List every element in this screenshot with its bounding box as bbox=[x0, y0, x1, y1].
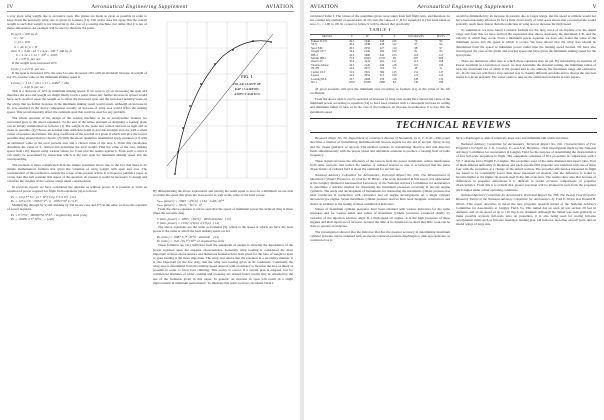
table-cell: 118 bbox=[392, 76, 397, 81]
paragraph: These signals increase the efficiency of the beacon from the power standpoint, reduce interference from other beacons, and reduce the number of radiated sources to one. It is believed that the pulse characteristic of radiated field is about the optimum for aircraft use. bbox=[310, 158, 450, 171]
table-cell: Vought VE-7 bbox=[311, 49, 327, 54]
review-entry bbox=[310, 173, 450, 206]
review-entry bbox=[456, 193, 596, 226]
table-cell: 3680 bbox=[364, 52, 371, 57]
table-cell: 94 bbox=[439, 42, 443, 47]
section-rule bbox=[310, 118, 597, 119]
table-cell: 48 bbox=[414, 66, 418, 71]
table-cell: NC-1 bbox=[311, 79, 318, 84]
table-cell: 30.0 bbox=[349, 59, 355, 64]
equation-block: k (sec.) = 2.27 ft. per sec. bbox=[11, 66, 46, 71]
reviews-column-1 bbox=[310, 136, 450, 243]
table-cell: 99 bbox=[392, 56, 396, 61]
paragraph: This is a decrease of 12% in minimum sinking speed. If we were to go on increasing the span and therefore the area and weight we might finally reach a point where any further increase in spread would have such an effect upon the weight as to offset the increased span and the increased bending loads on the wings that no further decrease in the minimum sinking speed would result. Although an increase in D₀ was assumed in the above comparison actually an increase of wing area would affect the sinking speed. This would naturally affect the optimum span that could be used for any problem. bbox=[7, 89, 147, 114]
table-cell: 2100 bbox=[364, 49, 371, 54]
table-cell: 29.5 bbox=[349, 39, 355, 44]
paragraph: These formulas are very sufficient from the standpoint of design as showing the dependence of the power required upon the airplane characteristics. Generally wing loading is considered the most important of these characteristics and numerous formulas have been given for the ratio of weight to span or span loading is the more important. The wing area enters into the equation in a secondary manner. It is also important for the low drag, that the wing area loading gives us all conditions. Commonly the wing area is determined from the landing speed desired, with a tendency to increase the area as much as possible in order to favor best climbing. This policy is correct if a certain plan is adopted, but for commercial airplanes of wider cruising and economy are desired better results may be obtained by the use of the formulas given in this paper. In general, an increase in span will result in a slight improvement in minimum performance. To illustrate this point we have calculated Table I. bbox=[153, 243, 293, 285]
table-cell: 31.9 bbox=[349, 69, 355, 74]
right-page-column-1 bbox=[310, 14, 450, 115]
left-page-column-1 bbox=[7, 14, 147, 286]
equation-block: Pₕ = 1/2 ρ V³ S C_D + W²/(1/2 ρ V S π b²) (12) Pₕ = 125 L/√V · .00327 V³ / σ · .00327 W² σ / π b² bbox=[11, 194, 78, 204]
table-cell: 41.6 bbox=[349, 73, 355, 78]
journal-name: AVIATION bbox=[310, 4, 339, 10]
table-cell: 760 bbox=[438, 79, 444, 84]
paragraph: The investigation showed that the indicator that has the greatest accuracy in determining maximum cylinder pressure can be obtained with an electric balanced-pressure diaphragm or disk-type indicator as constructed as to bbox=[310, 229, 450, 242]
running-title: Aeronautical Engineering Supplement bbox=[417, 4, 514, 10]
table-cell: 34.1 bbox=[349, 49, 355, 54]
review-title: Research Paper No. 30, Department of Commerce Bureau of Standards, by E. F. Scott bbox=[315, 136, 433, 141]
paragraph: If the weight were increased 10% bbox=[12, 61, 57, 66]
table-cell: Orenco D bbox=[311, 59, 323, 64]
table-cell: 81 bbox=[414, 49, 418, 54]
table-cell: 121 bbox=[438, 52, 444, 57]
data-table bbox=[310, 34, 450, 85]
table-cell: Fokker D.VII bbox=[311, 39, 327, 44]
table-title: TABLE I bbox=[369, 27, 391, 33]
table-cell: 98 bbox=[414, 45, 418, 50]
table-cell: 290 bbox=[438, 56, 444, 61]
table-header-cell: Machine bbox=[310, 34, 344, 39]
table-cell: 126.0 bbox=[348, 79, 355, 84]
table-cell: 101 bbox=[413, 62, 419, 67]
paragraph: have a diaphragm or disk of relatively large area and minimum unit width and mass. bbox=[456, 136, 569, 141]
paragraph: If the span is increased 10%, the area S is also increased 10% with an attendant increase in weight of say 2%, but the value of the minimum sinking speed is bbox=[7, 71, 147, 80]
table-cell: 43.6 bbox=[349, 66, 355, 71]
section-heading: TECHNICAL REVIEWS bbox=[395, 120, 512, 132]
table-cell: Lepere bbox=[311, 73, 320, 78]
table-cell: 2050 bbox=[364, 45, 371, 50]
figure-subtitle: POLAR CURVE OF bbox=[232, 82, 262, 86]
table-cell: 32.7 bbox=[349, 76, 355, 81]
table-cell: 1940 bbox=[364, 39, 371, 44]
table-cell: 51 bbox=[439, 66, 443, 71]
table-cell: 125 bbox=[392, 69, 397, 74]
table-cell: 227 bbox=[379, 45, 385, 50]
journal-name: AVIATION bbox=[265, 4, 294, 10]
table-cell: 114 bbox=[392, 45, 397, 50]
review-title: National Advisory Committee for Aeronautics, Technical Report No. 290, The Measurement of Maximum Cylinder Pressures, by Charles W. Hicks bbox=[310, 172, 450, 181]
table-cell: 1070 bbox=[379, 56, 385, 61]
figure-title: FIG. 1 bbox=[241, 74, 253, 79]
table-header-cell: Test Pₕ bbox=[432, 34, 450, 39]
table-cell: 112 bbox=[392, 42, 397, 47]
table-cell: 440 bbox=[379, 52, 385, 57]
paragraph: There are numerous other uses to which these equations may be put. By introducing an equation of Power Available as a function of speed, we may determine the absolute ceiling, the minimum radius of turn, the maximum rate of climb at the ground and at any altitude, the maximum range and endurance etc. In all cases we will find a very rational way to classify different aerofoils and to choose the one best suited to a given problem. The writer plans to take up the additional problems in later papers. bbox=[456, 58, 596, 80]
table-cell: 108 bbox=[438, 59, 444, 64]
table-cell: 82 bbox=[439, 39, 443, 44]
equation-block: k (min.) = 1.12 × 20.1 × 11 ÷ .0462² × 262 = 2.20 ft. per sec. bbox=[11, 80, 69, 89]
table-cell: 100 bbox=[392, 49, 397, 54]
table-header-cell: S bbox=[375, 34, 389, 39]
figure-subtitle: RAF 15 AIRFOIL bbox=[234, 87, 260, 91]
table-cell: DH-4 bbox=[311, 52, 318, 57]
left-page-header bbox=[7, 4, 294, 12]
polar-curve-plot bbox=[153, 16, 293, 186]
table-cell: 287 bbox=[413, 56, 419, 61]
table-cell: 112 bbox=[413, 59, 419, 64]
equation-block: In (a) S = 200 sq. ft. b = 50 C_D = 100 b = 40, D_o = W then S = 3.46 - 40 + 1.414 - 100 + 196 sq. ft. b = 1.12 ÷ 1.12 × .10² = .0195 k = 235 ft. per sec. bbox=[11, 32, 73, 62]
paragraph: From the above equation it can be seen that the speed of minimum power the induced drag is three times the parasitic drag. bbox=[153, 207, 293, 216]
table-cell: 74 bbox=[392, 66, 396, 71]
section-rule bbox=[310, 132, 597, 133]
page-number: IV bbox=[7, 4, 14, 10]
table-cell: 104 bbox=[438, 62, 444, 67]
paragraph: Values of maximum cylinder pressures have been obtained with various indicators for the same pressures and for various kinds and values of maximum cylinder pressures, produced chiefly by variation of the injection advance angle in a high-speed oil engine. It is the high pressures of these engines and their rapid rate of increase, because the time of its duration is so short that little work can be done to operate an indicator. bbox=[310, 207, 450, 228]
right-page-column-2 bbox=[456, 14, 596, 115]
table-cell: 121 bbox=[392, 59, 397, 64]
table-cell: 2432 bbox=[364, 59, 371, 64]
review-title: National Advisory Committee for Aeronautics, Technical Report No. 302, Characteristics of Five Propellers in Flight, by J. D. Crowley, Jr., and E. P. Hartman bbox=[456, 141, 596, 151]
table-cell: 125 bbox=[438, 73, 444, 78]
table-cell: 79 bbox=[414, 39, 418, 44]
table-header-cell: b bbox=[344, 34, 359, 39]
table-cell: 97 bbox=[439, 45, 443, 50]
table-cell: 128 bbox=[413, 76, 419, 81]
table-cell: JN-4H bbox=[311, 66, 319, 71]
table-cell: 248 bbox=[379, 42, 385, 47]
figure-subtitle: ASPECT RATIO 6 bbox=[234, 92, 260, 96]
table-cell: 2901 bbox=[364, 69, 371, 74]
table-cell: 121 bbox=[413, 73, 419, 78]
table-cell: 740 bbox=[413, 79, 419, 84]
table-cell: 3655 bbox=[364, 73, 371, 78]
left-page-column-2 bbox=[153, 14, 293, 286]
table-cell: 2608 bbox=[364, 76, 371, 81]
paragraph: would be diminished by an increase in parasite due to larger wings, but the speed at altitude would not have been materially affected. In fact a little closer study of wind areas shows that a pursuit plane would probably reach more fastest than the reduction of wing area to increase the high speed. bbox=[456, 14, 596, 27]
table-cell: 230 bbox=[379, 76, 385, 81]
table-cell: 42.4 bbox=[349, 52, 355, 57]
paragraph: To summarize, we have found a rational formula for the drag curve of an airplane over the useful range and from that we have derived the expression that shows separately the maximum L/D, and the velocity at which they occur. From a minimum power equation we have also found the value of the minimum power and the speed at which it occurs. We have shown that the wing area should be determined from the speed of minimum power rather than the landing speed desired. We have also investigated the case of the glider and soaring speed and have given the minimum sinking speed for the sport plane. bbox=[456, 27, 596, 57]
table-cell: 152 bbox=[413, 69, 419, 74]
paragraph: The whole question of the design of the soaring machine as far as aerodynamic features are concerned goes to the above equations. To the end of the entire problem of designing a soaring plane can be simply summarized as follows: (1) The weight of the plane and control surfaces as light and as clean as possible. (2) Choose an aerofoil with sufficient depth to provide strength and one with a small center of pressure movement. The drag coefficient of the aerofoil at a given β which will give the lowest possible drag should then be chosen. (3) With the above quantities determined apply equation (11) with an estimated value of the total parasite area and a chosen value of the area S. From this calculation determine the value of S₀ desired and determine the total weight. Find the value of the area, sinking speed from (10). Repeat using various values for b and plot the results against b. From such a curve it can easily be ascertained by inspection which is the best span for minimum sinking speed and the corresponding. bbox=[7, 115, 147, 162]
equation-block: V (min. power) = .2695 · √(W/σ) · .0059 absolute (13) V (min. power) = 19.62 √(W/σ) √(1/S₀σ) (14) bbox=[157, 216, 231, 226]
table-cell: 118 bbox=[392, 62, 397, 67]
paragraph: By differentiating the above expressions and placing the result equal to zero for a minimum we are able to obtain the speed that gives the least power as well as the value of the least power. bbox=[153, 189, 293, 198]
table-cell: 240 bbox=[379, 62, 385, 67]
review-text: —This paper describes a method of transmitting multidirectional beacon signals for the aid of aircraft flying in fog and the visual guidance of aircraft. The method consists in transmitting directive and non-directive fields simultaneously with the proper phase and amplitude relations to produce a rotating field of radio frequency. bbox=[310, 136, 450, 157]
table-cell: Martin MB-1 bbox=[311, 56, 327, 61]
table-cell: 261 bbox=[379, 59, 385, 64]
equation-block: Vₘᵢₙ (power) = .5963 · √(W/σ) · (1/b) · 1/4(S₀·σ)¹⁄⁴ bbox=[157, 198, 224, 203]
table-cell: 236 bbox=[379, 39, 385, 44]
polar-curve-figure bbox=[153, 16, 293, 186]
table-cell: Curtiss 18-T bbox=[311, 69, 326, 74]
table-header-cell: Calculated Pₕ bbox=[400, 34, 432, 39]
table-cell: 284 bbox=[379, 49, 385, 54]
polar-curve-line bbox=[175, 41, 271, 174]
table-cell: 147 bbox=[438, 69, 444, 74]
equation-block: Pₕ = L³/75V · .0000075σ V³/b² ... engineering units (12a) Pₕ = .00261 σ V³ W³/σ · ... (12b) bbox=[11, 213, 88, 222]
review-entry bbox=[456, 142, 596, 192]
table-cell: 27000 bbox=[363, 79, 371, 84]
table-cell: 103 bbox=[392, 52, 397, 57]
table-cell: 309 bbox=[379, 69, 385, 74]
table-cell: 85 bbox=[439, 49, 443, 54]
table-body bbox=[310, 40, 450, 85]
equation-block: Pₕ (min.) = .0087 S₀¹⁄⁴ √W³/σ · absolute (14) Pₕ (min.) = .042 √(S₀¹⁄²) W³⁄² √σ engineering units bbox=[157, 235, 225, 244]
table-cell: 71.4 bbox=[349, 56, 355, 61]
table-cell: 352 bbox=[379, 66, 385, 71]
review-text: —This investigation made by the National Advisory Committee for Aeronautics at Langley Field for the purpose of determining the characteristics of five full-scale propellers in flight. The equipment consisted of five propellers in conjunction with a VE-7 airplane and a Wright E-2 engine. The propellers were of the same diameter and aspect ratio. Four of them differed uniformly in thickness and pitch and the fifth propeller was identical with one of these four with the exception of a change of the airfoil section. The propeller efficiencies measured in flight are found to be consistently lower than those measured on models, and the difference is found to become higher at the higher tip speeds used in the full-scale tests. The results show also that because of differences in propeller deflections it is difficult to obtain accurate comparisons of propeller characteristics. From this it is evident that greater precision will be attained in tests from the propeller pitch angles under actual operating conditions. bbox=[456, 146, 596, 192]
table-cell: 97 bbox=[414, 42, 418, 47]
paragraph: a very great wing weight due to excessive span. The planes are made as clean as possible in order to keep down the necessary wing size as given by formula (11). The writer does not agree that the overall weight is such that weight is not important in the case of a soaring machine, but rather that it is not of major importance. An example will be used to illustrate the point. bbox=[7, 14, 147, 31]
table-header-cell: V bbox=[389, 34, 400, 39]
table-cell: 118 bbox=[413, 52, 419, 57]
table-cell: Thomas-Morse bbox=[311, 62, 329, 67]
page-number: V bbox=[592, 4, 597, 10]
review-text: —This report describes in detail the new propeller research tunnel of the National Advisory Committee for Aeronautics at Langley Field, Va. This tunnel has an open jet test section 20 feet in diameter, and an air speed of up to 110 m.p.h are obtained. Although the tunnel was built primarily to make possible accurate full-scale tests on propellers, it is also being used for testing full-size aerodynamic items such as full-size fuselages, landing gear, tail surfaces, and other aircraft parts, and on model wings of large size. bbox=[456, 201, 596, 227]
running-title: Aeronautical Engineering Supplement bbox=[91, 4, 188, 10]
review-title: National Advisory Committee for Aeronautics, Technical Report No. 306, The Twenty Foot Propeller Research Tunnel of the National Advisory Committee for Aeronautics, by Fred E. Weick and Donald H. Wood bbox=[456, 193, 596, 206]
table-cell: 26.6 bbox=[349, 42, 355, 47]
paragraph: Multiplying through by V and dividing by 550 in one case and 375 in the other we have the equation of power required, bbox=[7, 203, 147, 212]
table-cell: 10225 bbox=[363, 56, 371, 61]
table-cell: 2380 bbox=[379, 79, 385, 84]
table-cell: 26.5 bbox=[349, 62, 355, 67]
paragraph: calculated Table I. The values of the quantities given were taken from full flight tests, and therefore do not contain any element of speculation. In all cases the value of C_D for equation (11) has been taken as zero. C₀ = 1.00 to .00. In a paper to follow it will be shown that practically bbox=[310, 14, 450, 27]
table-cell: 106 bbox=[392, 39, 397, 44]
review-text: —The work presented in this report was undertaken at the Langley Memorial Aeronautical Laboratory of the National Advisory Committee for Aeronautics to determine a suitable method for measuring the maximum pressures occurring in aircraft engine cylinders. The study and development of instruments for measuring the maximum cylinder pressure has been conducted in connection with carburetor and oil engine investigations on a single cylinder aircooled-type engine. Seven maximum cylinder pressure devices have been designed, constructed, and tested, in addition to the testing of three commercial indicators. bbox=[310, 176, 450, 206]
table-cell: 2017 bbox=[364, 66, 371, 71]
table-cell: 2048 bbox=[364, 42, 371, 47]
table-cell: 2120 bbox=[364, 62, 371, 67]
table-header-cell: W bbox=[359, 34, 375, 39]
paragraph: The above equations are the same as formulas (9), which is the speed at which we have the least power is the same at which the least sinking speed occurs. bbox=[153, 225, 293, 234]
figure-grid bbox=[167, 22, 287, 178]
paragraph: From the above table it can be seen that an increase of wing area would have altered the value of the minimum power according to equation (14) to have been attained with a consequent increase in ceiling and minimum radius of turn, or in the case of the bombers, an increase in endurance. It is true that the maximum speed bbox=[310, 97, 450, 114]
right-page-header bbox=[310, 4, 597, 12]
left-page bbox=[0, 0, 300, 420]
table-cell: 130 bbox=[438, 76, 444, 81]
table-cell: SE-5 bbox=[311, 42, 317, 47]
table-cell: 26.3 bbox=[349, 45, 355, 50]
paragraph: In previous reports we have considered the airplane as without power. It is possible to write an equation of power required for flight from equations (4) as follows: bbox=[7, 185, 147, 194]
table-cell: Loening M-8 bbox=[311, 76, 327, 81]
polar-curve-points bbox=[174, 40, 272, 175]
table-cell: 106 bbox=[392, 73, 397, 78]
table-cell: 415 bbox=[379, 73, 385, 78]
right-page bbox=[304, 0, 604, 420]
review-entry bbox=[310, 136, 450, 157]
paragraph: The problem is more complicated than the simple statement above due to the fact that there is no simple mathematical formula that gives the variation of wing weight with span and area. The consideration of this problem is outside the scope of the present article. It is hoped to publish a paper at a later date that will consider this aspect of the question. At present it would be necessary to design and calculate the weights of the various wings under consideration. bbox=[7, 162, 147, 184]
equation-block: Vₘᵢₙ (power) = .66 D₀ · W/√σ · b² bbox=[157, 202, 202, 207]
table-cell: 82 bbox=[392, 79, 396, 84]
paragraph: all good aerofoils will give the minimum area according to formula (11) at the value of the lift coefficient. bbox=[310, 87, 450, 96]
table-row bbox=[310, 81, 450, 84]
reviews-column-2 bbox=[456, 136, 596, 243]
table-cell: Spad XIII bbox=[311, 45, 323, 50]
